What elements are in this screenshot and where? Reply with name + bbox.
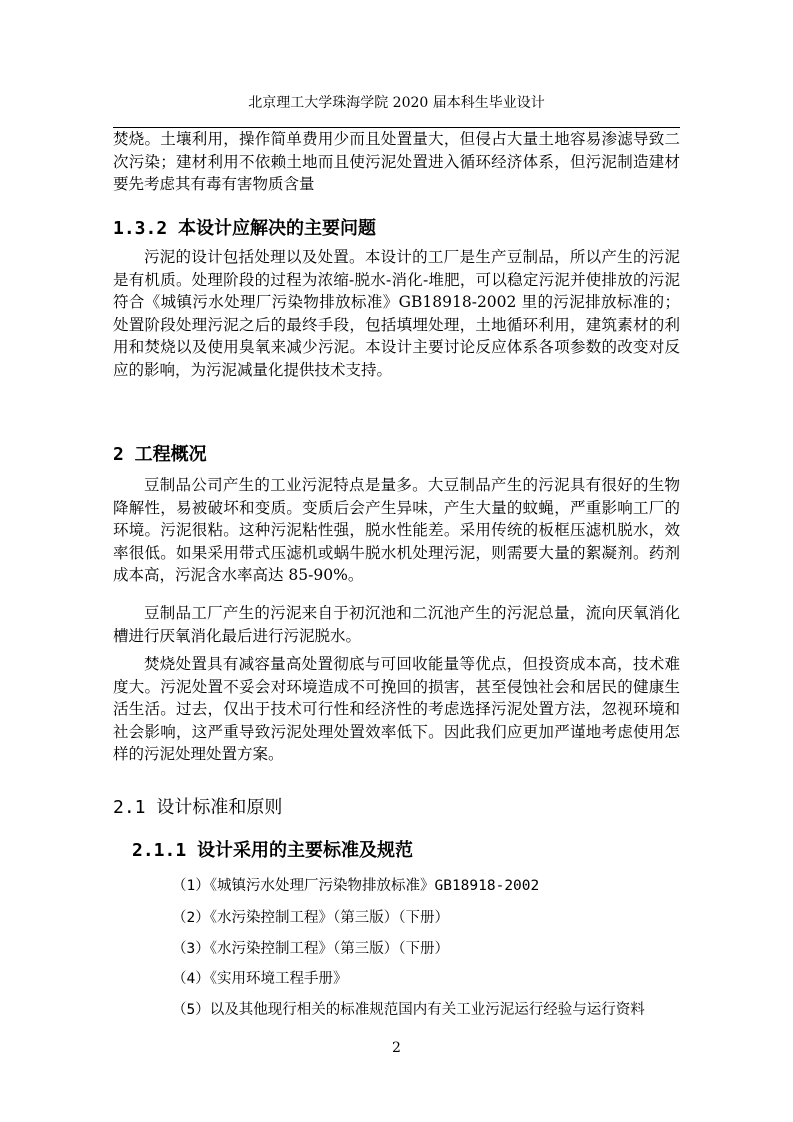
section-2-paragraph-2: 豆制品工厂产生的污泥来自于初沉池和二沉池产生的污泥总量，流向厌氧消化槽进行厌氧消化最后进行污泥脱水。 <box>113 604 680 645</box>
page-header: 北京理工大学珠海学院 2020 届本科生毕业设计 <box>248 95 545 111</box>
reference-item: （2）《水污染控制工程》（第三版）（下册） <box>172 910 449 926</box>
intro-paragraph: 焚烧。土壤利用，操作简单费用少而且处置量大，但侵占大量土地容易渗滤导致二次污染；建材利用不依赖土地而且使污泥处置进入循环经济体系，但污泥制造建材要先考虑其有毒有害物质含量 <box>113 130 680 193</box>
page-number: 2 <box>392 1040 401 1056</box>
section-2-paragraph-1: 豆制品公司产生的工业污泥特点是量多。大豆制品产生的污泥具有很好的生物降解性，易被破坏和变质。变质后会产生异味，产生大量的蚊蝇，严重影响工厂的环境。污泥很粘。这种污泥粘性强，脱水性能差。采用传统的板框压滤机脱水，效率很低。如果采用带式压滤机或蜗牛脱水机处理污泥，则需要大量的絮凝剂。药剂成本高，污泥含水率高达 85-90%。 <box>113 476 680 584</box>
section-1-3-2-paragraph: 污泥的设计包括处理以及处置。本设计的工厂是生产豆制品，所以产生的污泥是有机质。处理阶段的过程为浓缩-脱水-消化-堆肥，可以稳定污泥并使排放的污泥符合《城镇污水处理厂污染物排放标准》GB18918-2002 里的污泥排放标准的；处置阶段处理污泥之后的最终手段，包括填埋处理，土地循环利用，建筑素材的利用和焚烧以及使用臭氧来减少污泥。本设计主要讨论反应体系各项参数的改变对反应的影响，为污泥减量化提供技术支持。 <box>113 248 680 379</box>
section-heading-1-3-2: 1.3.2 本设计应解决的主要问题 <box>113 218 377 239</box>
section-2-paragraph-3: 焚烧处置具有减容量高处置彻底与可回收能量等优点，但投资成本高，技术难度大。污泥处置不妥会对环境造成不可挽回的损害，甚至侵蚀社会和居民的健康生活生活。过去，仅出于技术可行性和经济性的考虑选择污泥处置方法，忽视环境和社会影响，这严重导致污泥处理处置效率低下。因此我们应更加严谨地考虑使用怎样的污泥处理处置方案。 <box>113 655 680 763</box>
section-heading-2-1: 2.1 设计标准和原则 <box>113 797 283 818</box>
reference-item: （3）《水污染控制工程》（第三版）（下册） <box>172 941 449 957</box>
reference-item: （1）《城镇污水处理厂污染物排放标准》GB18918-2002 <box>172 878 540 894</box>
section-heading-2-1-1: 2.1.1 设计采用的主要标准及规范 <box>132 840 414 861</box>
section-heading-2: 2 工程概况 <box>113 444 207 465</box>
reference-item: （4）《实用环境工程手册》 <box>172 971 348 987</box>
reference-item: （5）以及其他现行相关的标准规范国内有关工业污泥运行经验与运行资料 <box>172 1002 645 1018</box>
